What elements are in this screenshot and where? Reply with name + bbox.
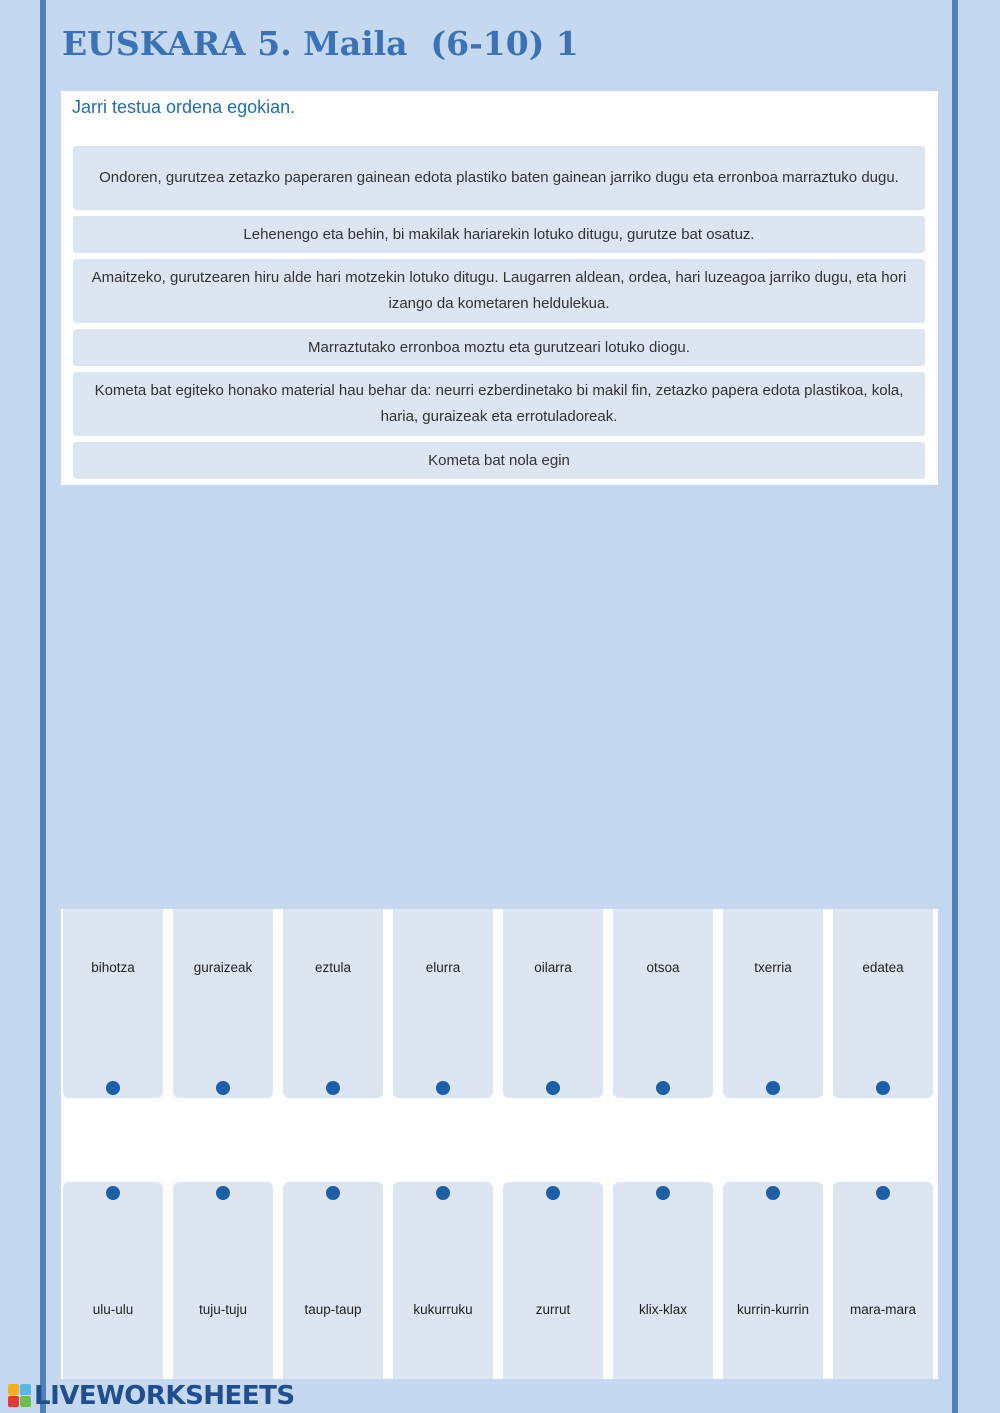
match-card-top[interactable] (503, 909, 603, 1098)
match-word: bihotza (91, 960, 135, 975)
connector-dot[interactable] (656, 1186, 670, 1200)
match-word: guraizeak (193, 960, 253, 975)
match-word: elurra (425, 960, 461, 975)
match-sound: kukurruku (413, 1302, 473, 1317)
match-card-top[interactable] (63, 909, 163, 1098)
liveworksheets-logo-icon (8, 1384, 32, 1408)
connector-dot[interactable] (326, 1186, 340, 1200)
left-border-bar (40, 0, 46, 1413)
match-card-bottom[interactable] (173, 1182, 273, 1379)
connector-dot[interactable] (546, 1081, 560, 1095)
match-card-top[interactable] (173, 909, 273, 1098)
connector-dot[interactable] (216, 1186, 230, 1200)
match-card-bottom[interactable] (833, 1182, 933, 1379)
logo-square (20, 1396, 31, 1407)
ordering-instruction: Jarri testua ordena egokian. (72, 97, 296, 117)
match-sound: ulu-ulu (92, 1302, 134, 1317)
match-card-top[interactable] (833, 909, 933, 1098)
connector-dot[interactable] (656, 1081, 670, 1095)
match-card-bottom[interactable] (503, 1182, 603, 1379)
order-item[interactable]: Ondoren, gurutzea zetazko paperaren gainean edota plastiko baten gainean jarriko dugu eta erronboa marraztuko dugu. (73, 146, 925, 210)
match-word: oilarra (534, 960, 572, 975)
logo-square (20, 1384, 31, 1395)
match-card-bottom[interactable] (283, 1182, 383, 1379)
connector-dot[interactable] (546, 1186, 560, 1200)
match-sound: tuju-tuju (198, 1302, 248, 1317)
order-item[interactable]: Amaitzeko, gurutzearen hiru alde hari motzekin lotuko ditugu. Laugarren aldean, ordea, hari luzeagoa jarriko dugu, eta hori izango da kometaren heldulekua. (73, 259, 925, 323)
connector-dot[interactable] (106, 1081, 120, 1095)
order-item[interactable]: Lehenengo eta behin, bi makilak hariarekin lotuko ditugu, gurutze bat osatuz. (73, 216, 925, 253)
connector-dot[interactable] (326, 1081, 340, 1095)
match-word: eztula (314, 960, 352, 975)
ordering-exercise (61, 91, 938, 485)
match-sound: klix-klax (638, 1302, 687, 1317)
match-card-bottom[interactable] (613, 1182, 713, 1379)
match-card-top[interactable] (723, 909, 823, 1098)
match-sound: mara-mara (849, 1302, 916, 1317)
connector-dot[interactable] (436, 1081, 450, 1095)
logo-square (8, 1384, 19, 1395)
connector-dot[interactable] (876, 1081, 890, 1095)
order-item[interactable]: Marraztutako erronboa moztu eta gurutzeari lotuko diogu. (73, 329, 925, 366)
connector-dot[interactable] (436, 1186, 450, 1200)
connector-dot[interactable] (766, 1081, 780, 1095)
logo-square (8, 1396, 19, 1407)
match-card-top[interactable] (613, 909, 713, 1098)
connector-dot[interactable] (216, 1081, 230, 1095)
connector-dot[interactable] (876, 1186, 890, 1200)
matching-exercise (61, 909, 938, 1379)
match-card-bottom[interactable] (63, 1182, 163, 1379)
order-item[interactable]: Kometa bat nola egin (73, 442, 925, 479)
match-sound: kurrin-kurrin (736, 1302, 809, 1317)
match-card-top[interactable] (283, 909, 383, 1098)
match-word: otsoa (646, 960, 680, 975)
brand-name: LIVEWORKSHEETS (34, 1381, 295, 1411)
order-item[interactable]: Kometa bat egiteko honako material hau behar da: neurri ezberdinetako bi makil fin, zetazko papera edota plastikoa, kola, haria, guraizeak eta errotuladoreak. (73, 372, 925, 436)
match-sound: taup-taup (304, 1302, 362, 1317)
match-card-bottom[interactable] (393, 1182, 493, 1379)
right-border-bar (952, 0, 958, 1413)
liveworksheets-brand (8, 1381, 295, 1411)
match-word: edatea (862, 960, 904, 975)
connector-dot[interactable] (766, 1186, 780, 1200)
match-card-bottom[interactable] (723, 1182, 823, 1379)
worksheet-title: EUSKARA 5. Maila (6-10) 1 (62, 24, 579, 63)
connector-dot[interactable] (106, 1186, 120, 1200)
match-word: txerria (754, 960, 792, 975)
match-card-top[interactable] (393, 909, 493, 1098)
match-sound: zurrut (535, 1302, 571, 1317)
